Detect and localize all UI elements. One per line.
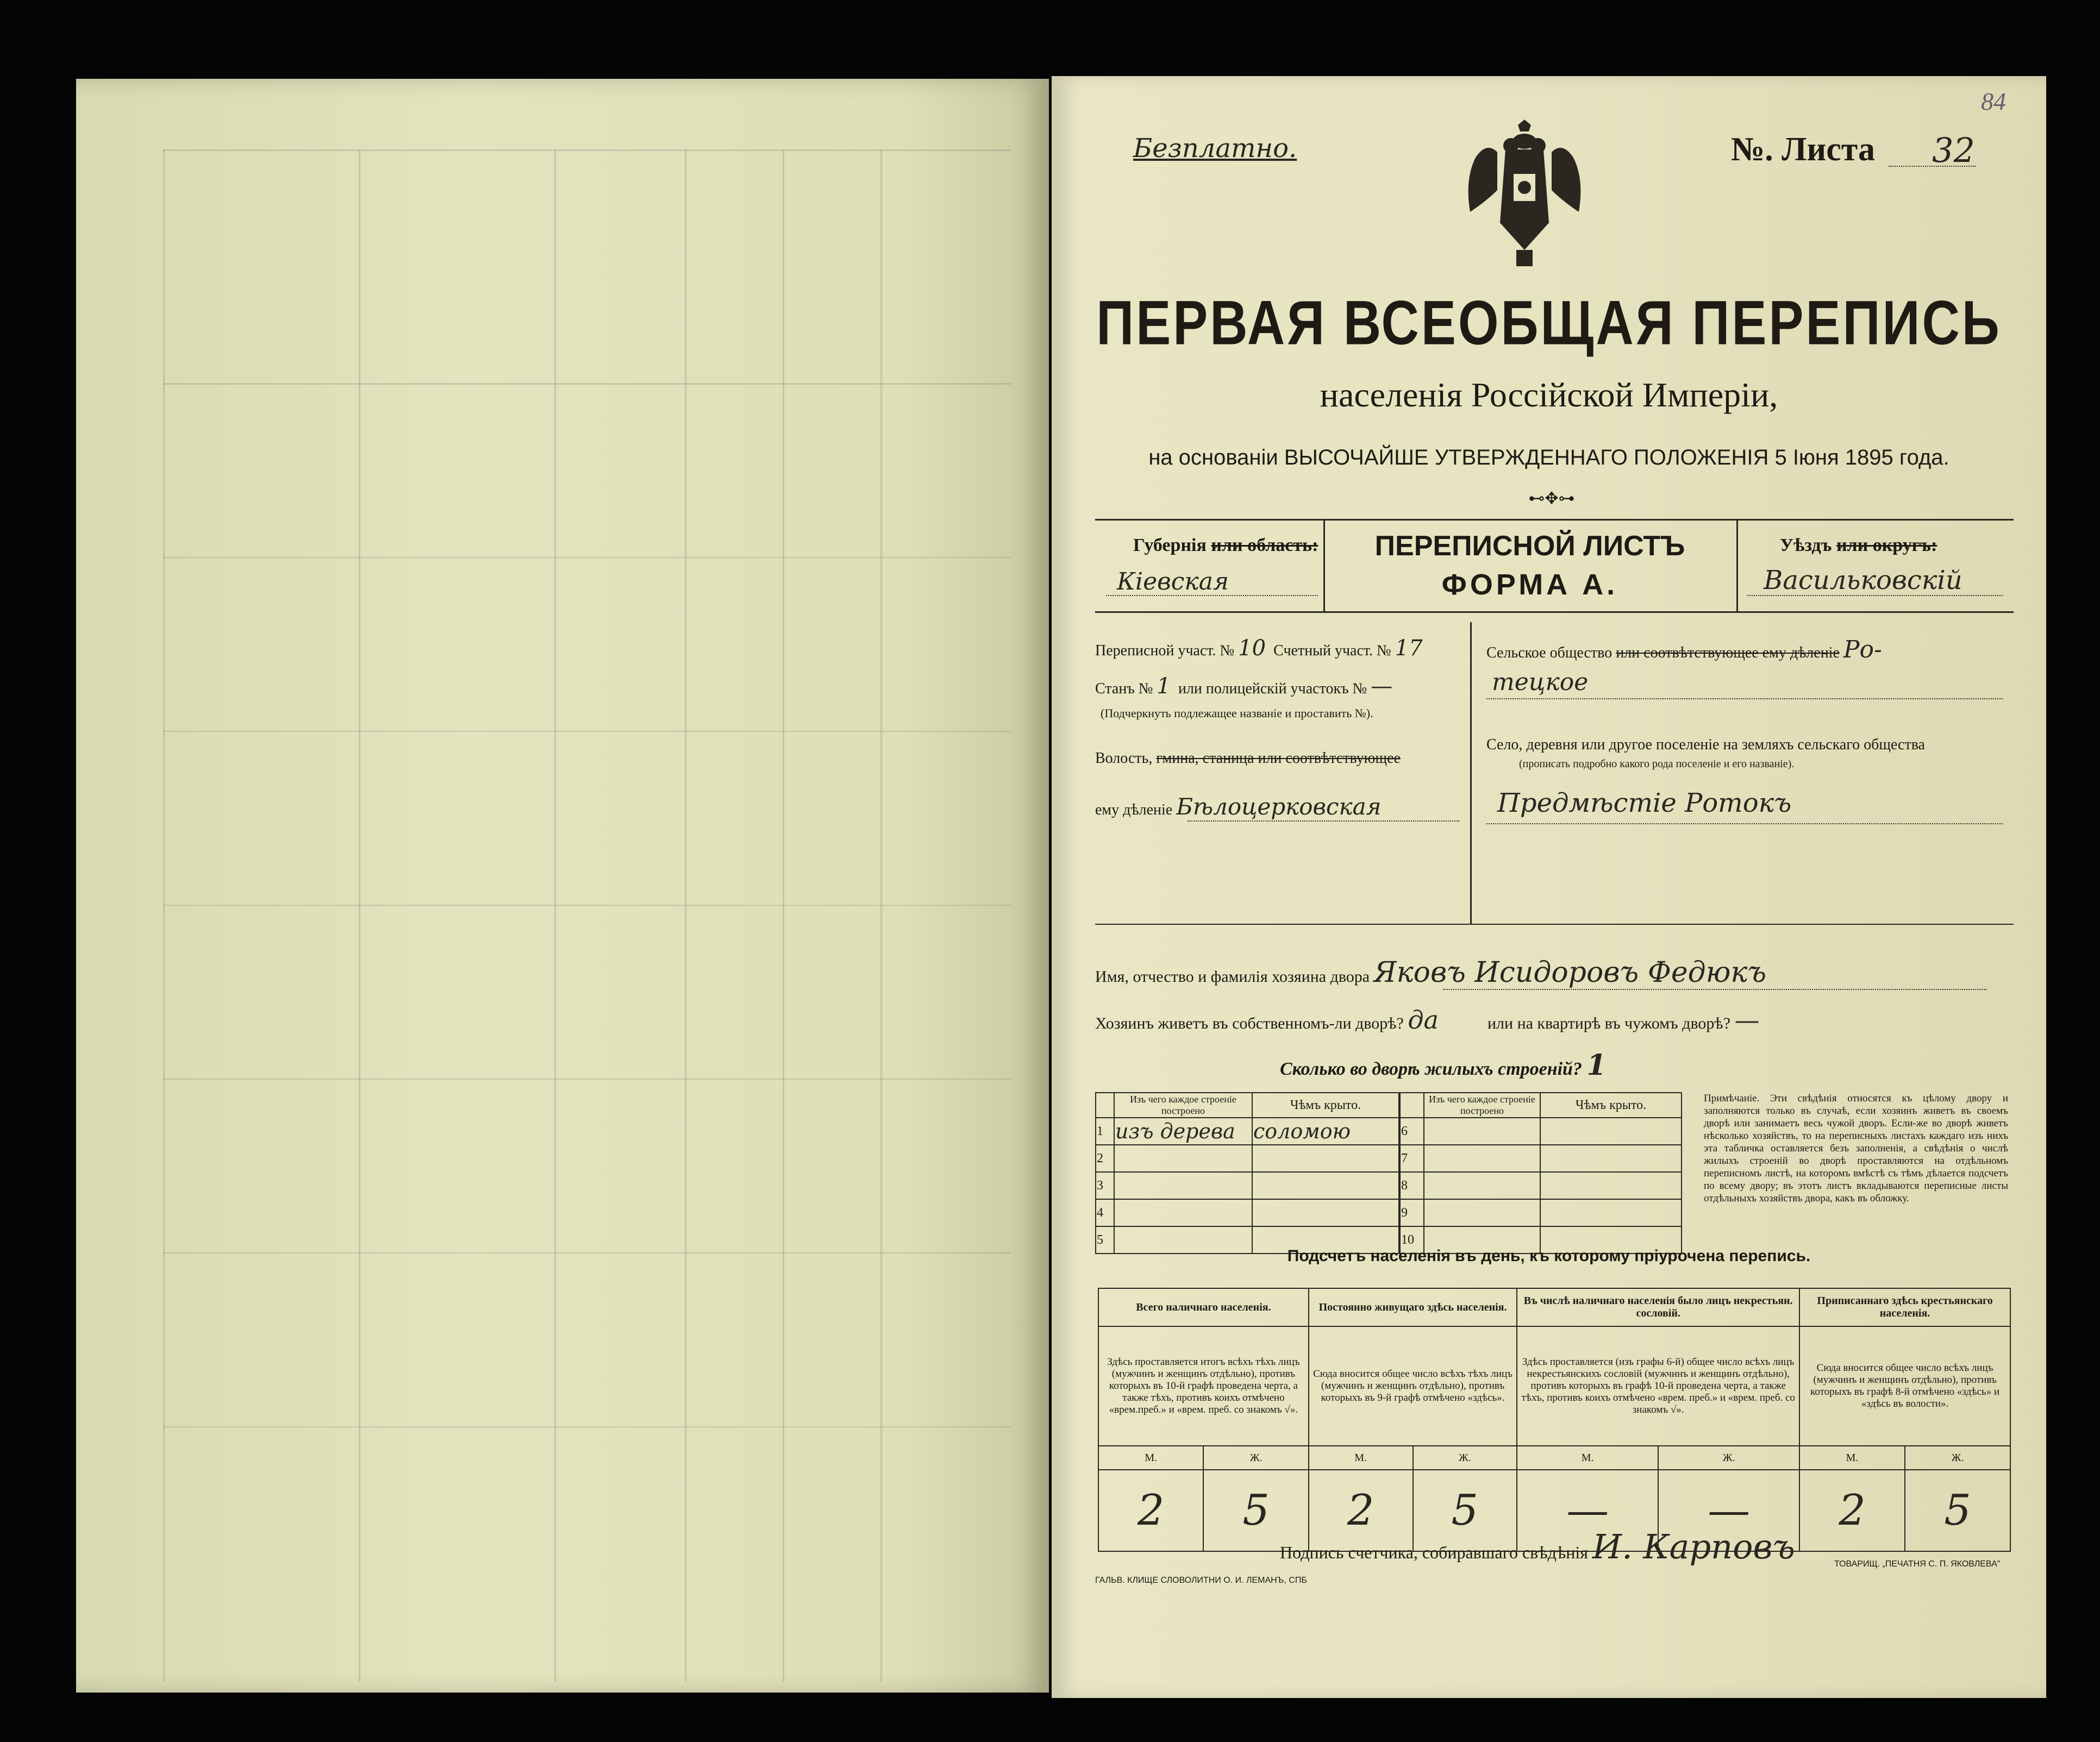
volost-label-2: ему дѣленіе (1095, 801, 1173, 818)
row-number: 6 (1400, 1118, 1424, 1145)
volost-line-2 (1095, 793, 1381, 820)
row-number: 9 (1400, 1199, 1424, 1226)
table-row (1400, 1145, 1682, 1172)
census-subtitle: населенія Россійской Имперіи, (1320, 375, 1778, 414)
roof-cell (1252, 1172, 1399, 1199)
pop-col-4-desc: Сюда вносится общее число всѣхъ лицъ (мужчинъ и женщинъ отдѣльно), противъ которыхъ въ графѣ 8-й отмѣчено «здѣсь» и «здѣсь въ волости». (1799, 1326, 2010, 1446)
sheet-number-value: 32 (1932, 130, 1975, 170)
table-row (1400, 1118, 1682, 1145)
stan-line (1095, 674, 1392, 699)
material-cell (1424, 1118, 1540, 1145)
stan-label: Станъ № (1095, 680, 1153, 697)
printer-right: ТОВАРИЩ. „ПЕЧАТНЯ С. П. ЯКОВЛЕВА" (1834, 1559, 2001, 1569)
material-cell (1424, 1199, 1540, 1226)
table-row (1096, 1118, 1399, 1145)
owner-line (1095, 956, 1766, 989)
society-value-1: Ро- (1843, 636, 1882, 663)
uezd-label: Уѣздъ (1780, 535, 1832, 555)
roof-cell (1252, 1145, 1399, 1172)
population-heading: Подсчетъ населенія въ день, къ которому пріурочена перепись. (1287, 1247, 1811, 1265)
pop-col-1-title: Всего наличнаго населенія. (1098, 1288, 1309, 1326)
material-cell (1424, 1145, 1540, 1172)
buildings-col-material-header-2: Изъ чего каждое строеніе построено (1424, 1093, 1540, 1118)
gubernia-value: Кіевская (1117, 568, 1229, 596)
f-header: Ж. (1905, 1446, 2010, 1470)
f-header: Ж. (1413, 1446, 1517, 1470)
buildings-value: 1 (1586, 1049, 1607, 1082)
signature-line (1280, 1527, 1795, 1566)
owner-label: Имя, отчество и фамилія хозяина двора (1095, 968, 1370, 986)
roof-cell: соломою (1252, 1118, 1399, 1145)
society-label-struck: или соотвѣтствующее ему дѣленіе (1616, 644, 1840, 661)
sheet-number-label: №. Листа (1731, 131, 1875, 168)
imperial-eagle-icon (1454, 120, 1595, 272)
f-header: Ж. (1203, 1446, 1308, 1470)
buildings-line (1280, 1049, 1607, 1082)
material-cell: изъ дерева (1114, 1118, 1252, 1145)
m-header: М. (1799, 1446, 1905, 1470)
volost-value: Бѣлоцерковская (1176, 793, 1382, 820)
table-row (1096, 1172, 1399, 1199)
roof-cell (1252, 1199, 1399, 1226)
uezd-value: Васильковскій (1764, 565, 1962, 596)
society-line (1486, 636, 1882, 663)
pop-col-1-desc: Здѣсь проставляется итогъ всѣхъ тѣхъ лицъ (мужчинъ и женщинъ отдѣльно), противъ которыхъ въ 10-й графѣ проведена черта, а также тѣхъ, противъ коихъ отмѣчено «врем.преб.» и «врем. преб. со знакомъ √». (1098, 1326, 1309, 1446)
material-cell (1114, 1145, 1252, 1172)
pop-col-2-title: Постоянно живущаго здѣсь населенія. (1309, 1288, 1517, 1326)
lives-value: да (1408, 1005, 1439, 1035)
pop-1-m: 2 (1098, 1470, 1203, 1551)
village-note: (прописать подробно какого рода поселеніе и его названіе). (1519, 758, 1795, 770)
roof-cell (1540, 1199, 1682, 1226)
row-number: 8 (1400, 1172, 1424, 1199)
signature-label: Подпись счетчика, собиравшаго свѣдѣнія (1280, 1543, 1589, 1562)
printer-left: ГАЛЬВ. КЛИЩЕ СЛОВОЛИТНИ О. И. ЛЕМАНЪ, СПБ (1095, 1576, 1307, 1585)
pop-col-3-title: Въ числѣ наличнаго населенія было лицъ некрестьян. сословій. (1517, 1288, 1799, 1326)
buildings-col-roof-header: Чѣмъ крыто. (1252, 1093, 1399, 1118)
signature-value: И. Карповъ (1592, 1527, 1795, 1566)
roof-cell (1540, 1145, 1682, 1172)
volost-line (1095, 750, 1401, 767)
uezd-label-struck: или округъ: (1836, 535, 1938, 555)
f-header: Ж. (1658, 1446, 1799, 1470)
table-row (1096, 1199, 1399, 1226)
pop-col-3-desc: Здѣсь проставляется (изъ графы 6-й) общее число всѣхъ лицъ некрестьянскихъ сословій (мужчинъ и женщинъ отдѣльно), противъ которыхъ въ графѣ 10-й проведена черта, а также тѣхъ, противъ коихъ отмѣчено «врем. преб.» и «врем. преб. со знакомъ √». (1517, 1326, 1799, 1446)
lives-value-2: — (1734, 1005, 1760, 1035)
free-label: Безплатно. (1133, 133, 1297, 164)
village-value: Предмѣстіе Ротокъ (1497, 788, 1792, 818)
underline-note: (Подчеркнуть подлежащее названіе и проставить №). (1101, 706, 1373, 720)
material-cell (1114, 1199, 1252, 1226)
row-number: 3 (1096, 1172, 1114, 1199)
census-district-label: Переписной участ. № (1095, 642, 1235, 659)
buildings-col-material-header: Изъ чего каждое строеніе построено (1114, 1093, 1252, 1118)
row-number: 2 (1096, 1145, 1114, 1172)
buildings-col-roof-header-2: Чѣмъ крыто. (1540, 1093, 1682, 1118)
material-cell (1114, 1172, 1252, 1199)
row-number: 1 (1096, 1118, 1114, 1145)
district-line (1095, 636, 1423, 661)
material-cell (1424, 1172, 1540, 1199)
pop-col-2-desc: Сюда вносится общее число всѣхъ тѣхъ лицъ (мужчинъ и женщинъ отдѣльно), противъ которыхъ въ 9-й графѣ отмѣчено «здѣсь». (1309, 1326, 1517, 1446)
table-row (1096, 1145, 1399, 1172)
pop-3-f: — (1658, 1470, 1799, 1551)
uezd-label-wrap (1780, 535, 1937, 556)
buildings-label: Сколько во дворѣ жилыхъ строеній? (1280, 1059, 1582, 1079)
buildings-table-right (1399, 1092, 1682, 1254)
pop-4-m: 2 (1799, 1470, 1905, 1551)
count-district-value: 17 (1395, 636, 1423, 661)
society-label: Сельское общество (1486, 644, 1612, 661)
pop-1-f: 5 (1203, 1470, 1308, 1551)
owner-value: Яковъ Исидоровъ Федюкъ (1373, 956, 1767, 989)
gubernia-label: Губернія (1133, 535, 1207, 555)
census-basis: на основаніи ВЫСОЧАЙШЕ УТВЕРЖДЕННАГО ПОЛОЖЕНІЯ 5 Іюня 1895 года. (1148, 446, 1949, 469)
lives-label-2: или на квартирѣ въ чужомъ дворѣ? (1487, 1014, 1731, 1032)
roof-cell (1540, 1118, 1682, 1145)
buildings-table-left (1095, 1092, 1399, 1254)
volost-label-struck: гмина, станица или соотвѣтствующее (1156, 750, 1401, 767)
table-row (1400, 1199, 1682, 1226)
volost-label: Волость, (1095, 750, 1153, 767)
row-number: 7 (1400, 1145, 1424, 1172)
form-title-1: ПЕРЕПИСНОЙ ЛИСТЪ (1374, 530, 1685, 562)
police-district-label: или полицейскій участокъ № (1178, 680, 1367, 697)
census-title: ПЕРВАЯ ВСЕОБЩАЯ ПЕРЕПИСЬ (1096, 288, 2002, 358)
archive-folio-number: 84 (1981, 87, 2006, 115)
table-row (1400, 1172, 1682, 1199)
lives-line (1095, 1005, 1760, 1035)
row-number: 10 (1400, 1226, 1424, 1254)
ornament-divider: ⊷✥⊶ (1528, 490, 1575, 507)
m-header: М. (1098, 1446, 1203, 1470)
society-value-2: тецкое (1492, 668, 1589, 696)
roof-cell (1540, 1172, 1682, 1199)
pop-3-m: — (1517, 1470, 1658, 1551)
form-title-2: ФОРМА А. (1441, 568, 1618, 601)
lives-label: Хозяинъ живетъ въ собственномъ-ли дворѣ? (1095, 1014, 1404, 1032)
m-header: М. (1309, 1446, 1413, 1470)
gubernia-label-struck: или область: (1211, 535, 1318, 555)
gubernia-label-wrap (1133, 535, 1318, 556)
census-form-page (1052, 76, 2046, 1698)
stan-value: 1 (1157, 674, 1171, 699)
pop-2-f: 5 (1413, 1470, 1517, 1551)
pop-4-f: 5 (1905, 1470, 2010, 1551)
m-header: М. (1517, 1446, 1658, 1470)
pop-2-m: 2 (1309, 1470, 1413, 1551)
note-text: Примѣчаніе. Эти свѣдѣнія относятся къ цѣлому двору и заполняются только въ случаѣ, если хозяинъ живетъ въ своемъ дворѣ или занимаетъ весь чужой дворъ. Если-же во дворѣ живетъ нѣсколько хозяйствъ, то на переписныхъ листахъ каждаго изъ нихъ эта табличка оставляется безъ заполненія, а свѣдѣнія о числѣ жилыхъ строеній во дворѣ проставляются на отдѣльномъ переписномъ листѣ, на которомъ вмѣстѣ съ тѣмъ дѣлается подсчетъ по всему двору; въ этотъ листъ вкладываются переписные листы отдѣльныхъ хозяйствъ двора, какъ въ обложку. (1704, 1093, 2008, 1204)
row-number: 4 (1096, 1199, 1114, 1226)
census-district-value: 10 (1238, 636, 1266, 661)
count-district-label: Счетный участ. № (1273, 642, 1391, 659)
police-district-value: — (1371, 674, 1393, 699)
pop-col-4-title: Приписаннаго здѣсь крестьянскаго населенія. (1799, 1288, 2010, 1326)
village-label: Село, деревня или другое поселеніе на земляхъ сельскаго общества (1486, 736, 1925, 753)
population-table (1098, 1288, 2011, 1552)
left-page-reverse (76, 79, 1049, 1693)
row-number: 5 (1096, 1226, 1114, 1254)
